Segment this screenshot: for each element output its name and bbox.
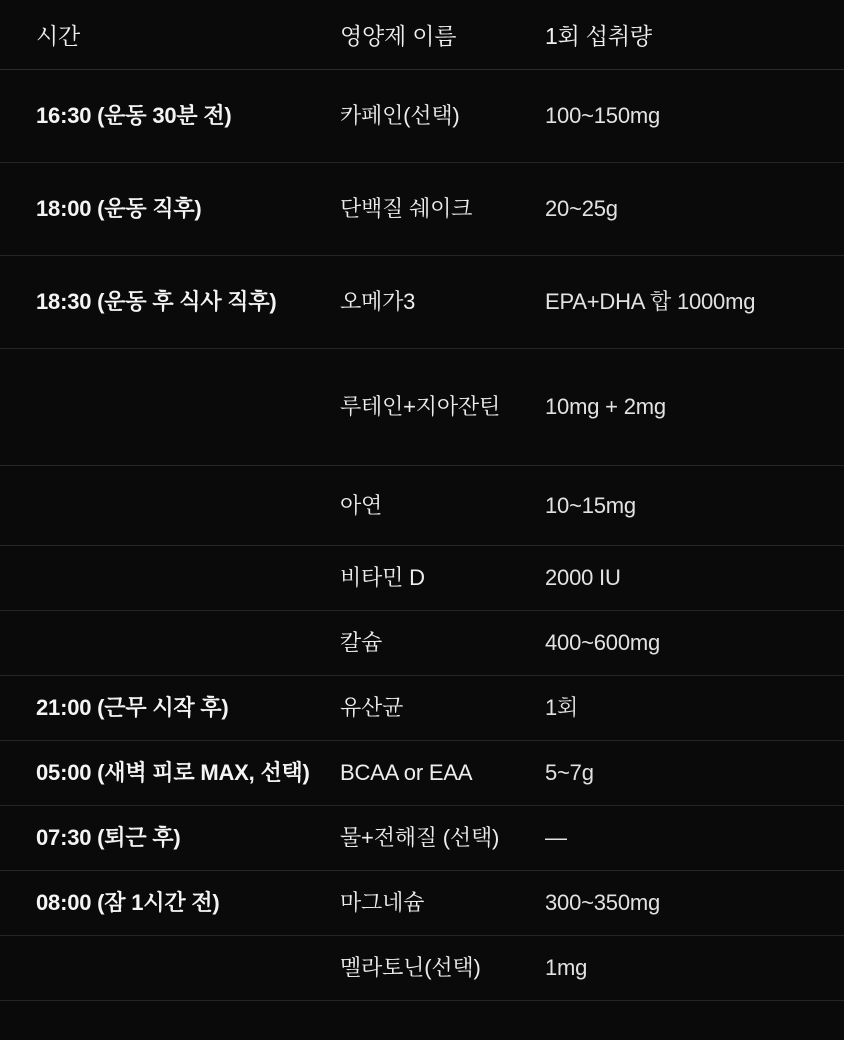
cell-dose: 5~7g: [545, 741, 844, 806]
table-row: [0, 676, 844, 741]
cell-supplement-name: 물+전해질 (선택): [340, 806, 545, 871]
cell-dose: 1회: [545, 676, 844, 741]
table-row: [0, 935, 844, 1000]
cell-supplement-name: 멜라토닌(선택): [340, 935, 545, 1000]
cell-time: [0, 348, 340, 465]
table-row: [0, 465, 844, 546]
cell-dose: 100~150mg: [545, 70, 844, 163]
cell-dose: —: [545, 806, 844, 871]
cell-time: 21:00 (근무 시작 후): [0, 676, 340, 741]
cell-time: [0, 611, 340, 676]
cell-time: [0, 546, 340, 611]
table-row: [0, 806, 844, 871]
cell-supplement-name: BCAA or EAA: [340, 741, 545, 806]
cell-supplement-name: 단백질 쉐이크: [340, 162, 545, 255]
cell-dose: 10mg + 2mg: [545, 348, 844, 465]
table-header: [0, 0, 844, 70]
table-row: [0, 611, 844, 676]
table-row: [0, 870, 844, 935]
table-row: [0, 255, 844, 348]
table-row: [0, 348, 844, 465]
cell-supplement-name: 유산균: [340, 676, 545, 741]
cell-dose: 20~25g: [545, 162, 844, 255]
cell-supplement-name: 아연: [340, 465, 545, 546]
cell-time: [0, 935, 340, 1000]
cell-dose: EPA+DHA 합 1000mg: [545, 255, 844, 348]
cell-time: 16:30 (운동 30분 전): [0, 70, 340, 163]
cell-dose: 300~350mg: [545, 870, 844, 935]
cell-dose: 2000 IU: [545, 546, 844, 611]
cell-dose: 1mg: [545, 935, 844, 1000]
cell-supplement-name: 마그네슘: [340, 870, 545, 935]
cell-supplement-name: 칼슘: [340, 611, 545, 676]
cell-time: 07:30 (퇴근 후): [0, 806, 340, 871]
cell-time: 18:00 (운동 직후): [0, 162, 340, 255]
cell-time: 08:00 (잠 1시간 전): [0, 870, 340, 935]
table-header-row: [0, 0, 844, 70]
column-header-dose: 1회 섭취량: [545, 0, 844, 70]
column-header-supplement-name: 영양제 이름: [340, 0, 545, 70]
cell-time: 18:30 (운동 후 식사 직후): [0, 255, 340, 348]
cell-supplement-name: 비타민 D: [340, 546, 545, 611]
cell-dose: 400~600mg: [545, 611, 844, 676]
cell-time: 05:00 (새벽 피로 MAX, 선택): [0, 741, 340, 806]
cell-supplement-name: 오메가3: [340, 255, 545, 348]
table-body: [0, 70, 844, 1001]
table-row: [0, 70, 844, 163]
cell-dose: 10~15mg: [545, 465, 844, 546]
cell-supplement-name: 카페인(선택): [340, 70, 545, 163]
table-row: [0, 741, 844, 806]
cell-time: [0, 465, 340, 546]
column-header-time: 시간: [0, 0, 340, 70]
table-row: [0, 162, 844, 255]
cell-supplement-name: 루테인+지아잔틴: [340, 348, 545, 465]
table-row: [0, 546, 844, 611]
